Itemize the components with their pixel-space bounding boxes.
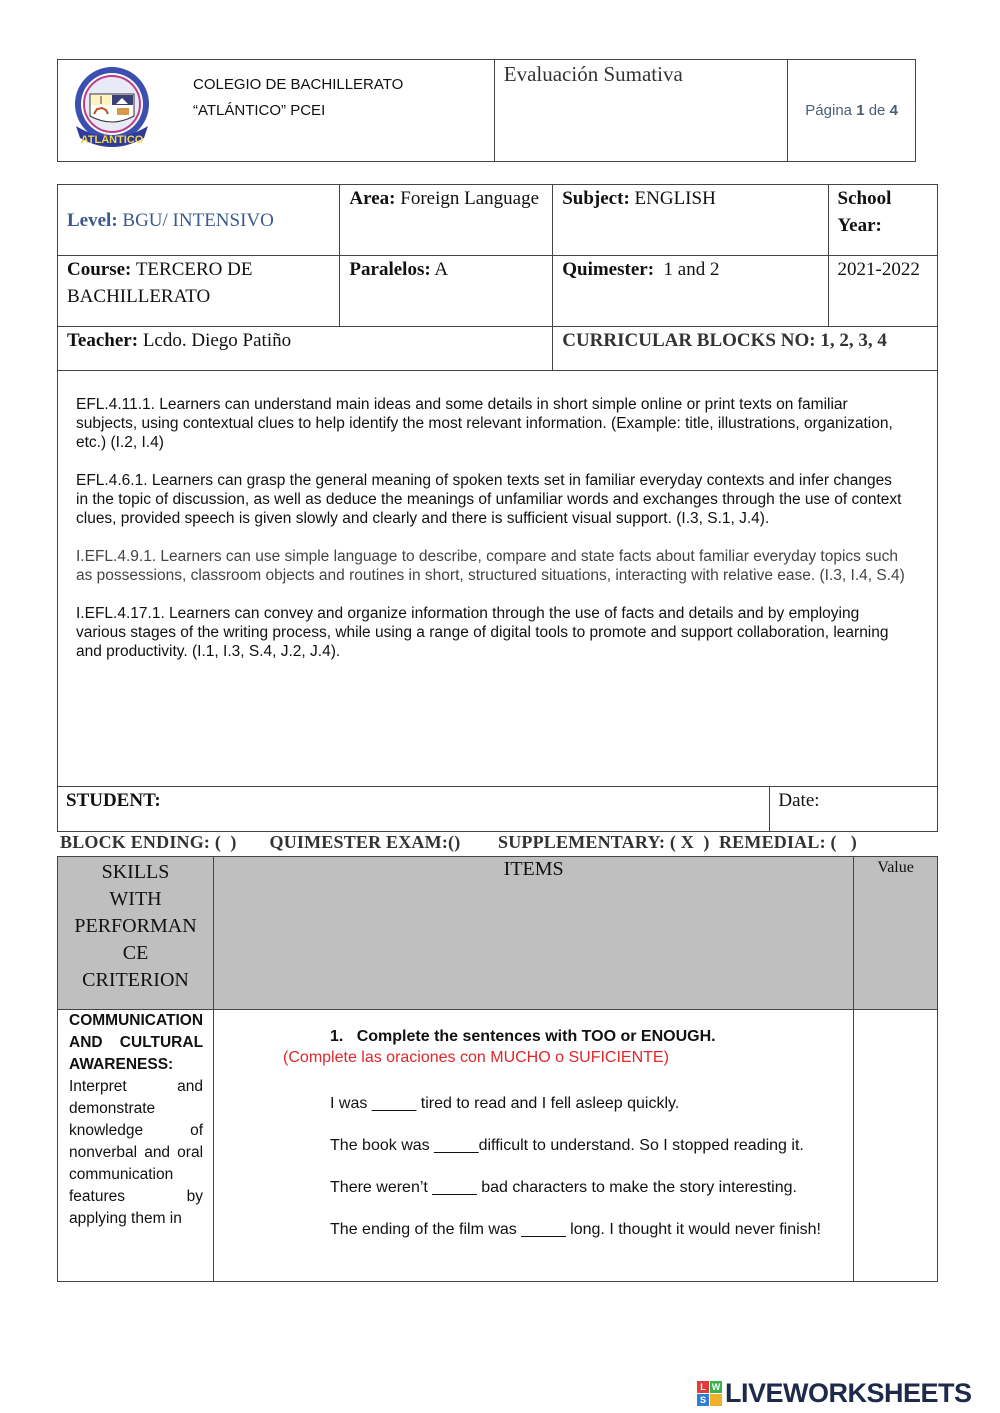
student-row <box>57 786 938 832</box>
teacher-cell <box>58 327 553 371</box>
outcome-3: I.EFL.4.9.1. Learners can use simple language to describe, compare and state facts about familiar everyday topics such as possessions, classroom objects and routines in short, structured situations, interacting with relative ease. (I.3, I.4, S.4) <box>76 548 905 584</box>
liveworksheets-logo-icon <box>697 1381 722 1406</box>
paralelos-cell <box>340 256 553 327</box>
student-cell <box>58 787 770 832</box>
page-of: de <box>868 101 886 119</box>
instruction-spanish: (Complete las oraciones con MUCHO o SUFICIENTE) <box>283 1049 669 1066</box>
outcome-1: EFL.4.11.1. Learners can understand main ideas and some details in short simple online or print texts on familiar subjects, using contextual clues to help identify the most relevant information. (Example: title, illustrations, organization, etc.) (I.2, I.4) <box>76 396 893 451</box>
items-header-cell <box>214 857 854 1010</box>
school-year-label: School Year: <box>837 188 892 236</box>
skills-header <box>59 858 212 994</box>
info-table <box>57 184 938 371</box>
level-value: BGU/ INTENSIVO <box>122 209 274 231</box>
value-cell <box>854 1010 938 1282</box>
area-value: Foreign Language <box>400 188 540 209</box>
school-year-value: 2021-2022 <box>837 259 920 280</box>
level-label: Level: <box>67 209 118 231</box>
instruction-number: 1. <box>330 1028 344 1045</box>
skills-table <box>57 856 938 1282</box>
skill-description-cell <box>58 1010 214 1282</box>
page-label: Página <box>805 101 853 119</box>
course-cell <box>58 256 340 327</box>
date-cell <box>770 787 938 832</box>
school-year-label-cell <box>828 185 937 256</box>
teacher-value: Lcdo. Diego Patiño <box>142 330 292 351</box>
sentence-1: I was _____ tired to read and I fell asleep quickly. <box>330 1095 680 1112</box>
quimester-cell <box>553 256 828 327</box>
outcome-4: I.EFL.4.17.1. Learners can convey and organize information through the use of facts and details and by employing various stages of the writing process, while using a range of digital tools to promote and support collaboration, learning and productivity. (I.1, I.3, S.4, J.2, J.4). <box>76 605 889 660</box>
header-eval-cell <box>494 60 787 162</box>
teacher-label: Teacher: <box>67 330 139 351</box>
value-header: Value <box>877 859 914 876</box>
header-page-cell <box>788 60 916 162</box>
brand-text: LIVEWORKSHEETS <box>725 1378 972 1408</box>
skill-title: COMMUNICATION AND CULTURAL AWARENESS: <box>69 1012 204 1073</box>
school-name-line1: COLEGIO DE BACHILLERATO <box>193 76 404 93</box>
sentence-3: There weren’t _____ bad characters to make the story interesting. <box>330 1179 797 1196</box>
sentence-4: The ending of the film was _____ long. I thought it would never finish! <box>330 1221 821 1238</box>
school-name-line2: “ATLÁNTICO” PCEI <box>193 102 326 119</box>
paralelos-label: Paralelos: <box>349 259 431 280</box>
curricular-blocks-label: CURRICULAR BLOCKS NO: 1, 2, 3, 4 <box>562 330 887 351</box>
quimester-label: Quimester: <box>562 259 655 280</box>
school-logo <box>64 64 160 156</box>
instruction-text: Complete the sentences with TOO or ENOUGH. <box>356 1028 716 1045</box>
items-header: ITEMS <box>503 858 564 880</box>
skills-header-line: PERFORMAN <box>74 915 197 937</box>
learning-outcomes-box <box>57 370 938 787</box>
skills-header-line: WITH <box>109 888 162 910</box>
badge-l: L <box>697 1381 709 1393</box>
paralelos-value: A <box>434 259 449 280</box>
skills-header-line: CE <box>122 942 149 964</box>
course-value: TERCERO DE BACHILLERATO <box>67 259 253 307</box>
item-instruction <box>330 1028 716 1046</box>
area-label: Area: <box>349 188 396 209</box>
badge-w: W <box>711 1382 721 1392</box>
skill-description <box>59 1010 212 1230</box>
header-table <box>57 59 916 162</box>
skills-header-line: SKILLS <box>101 861 170 883</box>
school-year-value-cell <box>828 256 937 327</box>
header-school-cell <box>58 60 495 162</box>
subject-label: Subject: <box>562 188 630 209</box>
page-indicator <box>805 102 898 119</box>
exam-type-line: BLOCK ENDING: ( ) QUIMESTER EXAM:() SUPPLEMENTARY: ( X ) REMEDIAL: ( ) <box>60 832 857 852</box>
logo-text: ATLÁNTICO <box>80 134 144 146</box>
evaluation-title: Evaluación Sumativa <box>503 62 683 86</box>
value-header-cell <box>854 857 938 1010</box>
level-cell <box>58 185 340 256</box>
quimester-value: 1 and 2 <box>663 259 720 280</box>
subject-value: ENGLISH <box>634 188 716 209</box>
badge-s: S <box>697 1394 709 1406</box>
page-current: 1 <box>856 101 865 119</box>
items-cell <box>214 1010 854 1282</box>
subject-cell <box>553 185 828 256</box>
course-label: Course: <box>67 259 132 280</box>
skills-header-cell <box>58 857 214 1010</box>
liveworksheets-brand[interactable] <box>697 1378 972 1409</box>
area-cell <box>340 185 553 256</box>
student-label: STUDENT: <box>66 790 161 811</box>
date-label: Date: <box>778 790 820 811</box>
page-total: 4 <box>889 101 898 119</box>
sentence-2: The book was _____difficult to understand. So I stopped reading it. <box>330 1137 804 1154</box>
skill-text: Interpret and demonstrate knowledge of nonverbal and oral communication features by applying them in <box>69 1078 204 1227</box>
outcome-2: EFL.4.6.1. Learners can grasp the general meaning of spoken texts set in familiar everyday contexts and infer changes in the topic of discussion, as well as deduce the meanings of unfamiliar words and exchanges through the use of context clues, provided speech is given slowly and clearly and there is sufficient visual support. (I.3, S.1, J.4). <box>76 472 902 527</box>
skills-header-line: CRITERION <box>82 969 189 991</box>
curricular-blocks-cell <box>553 327 938 371</box>
